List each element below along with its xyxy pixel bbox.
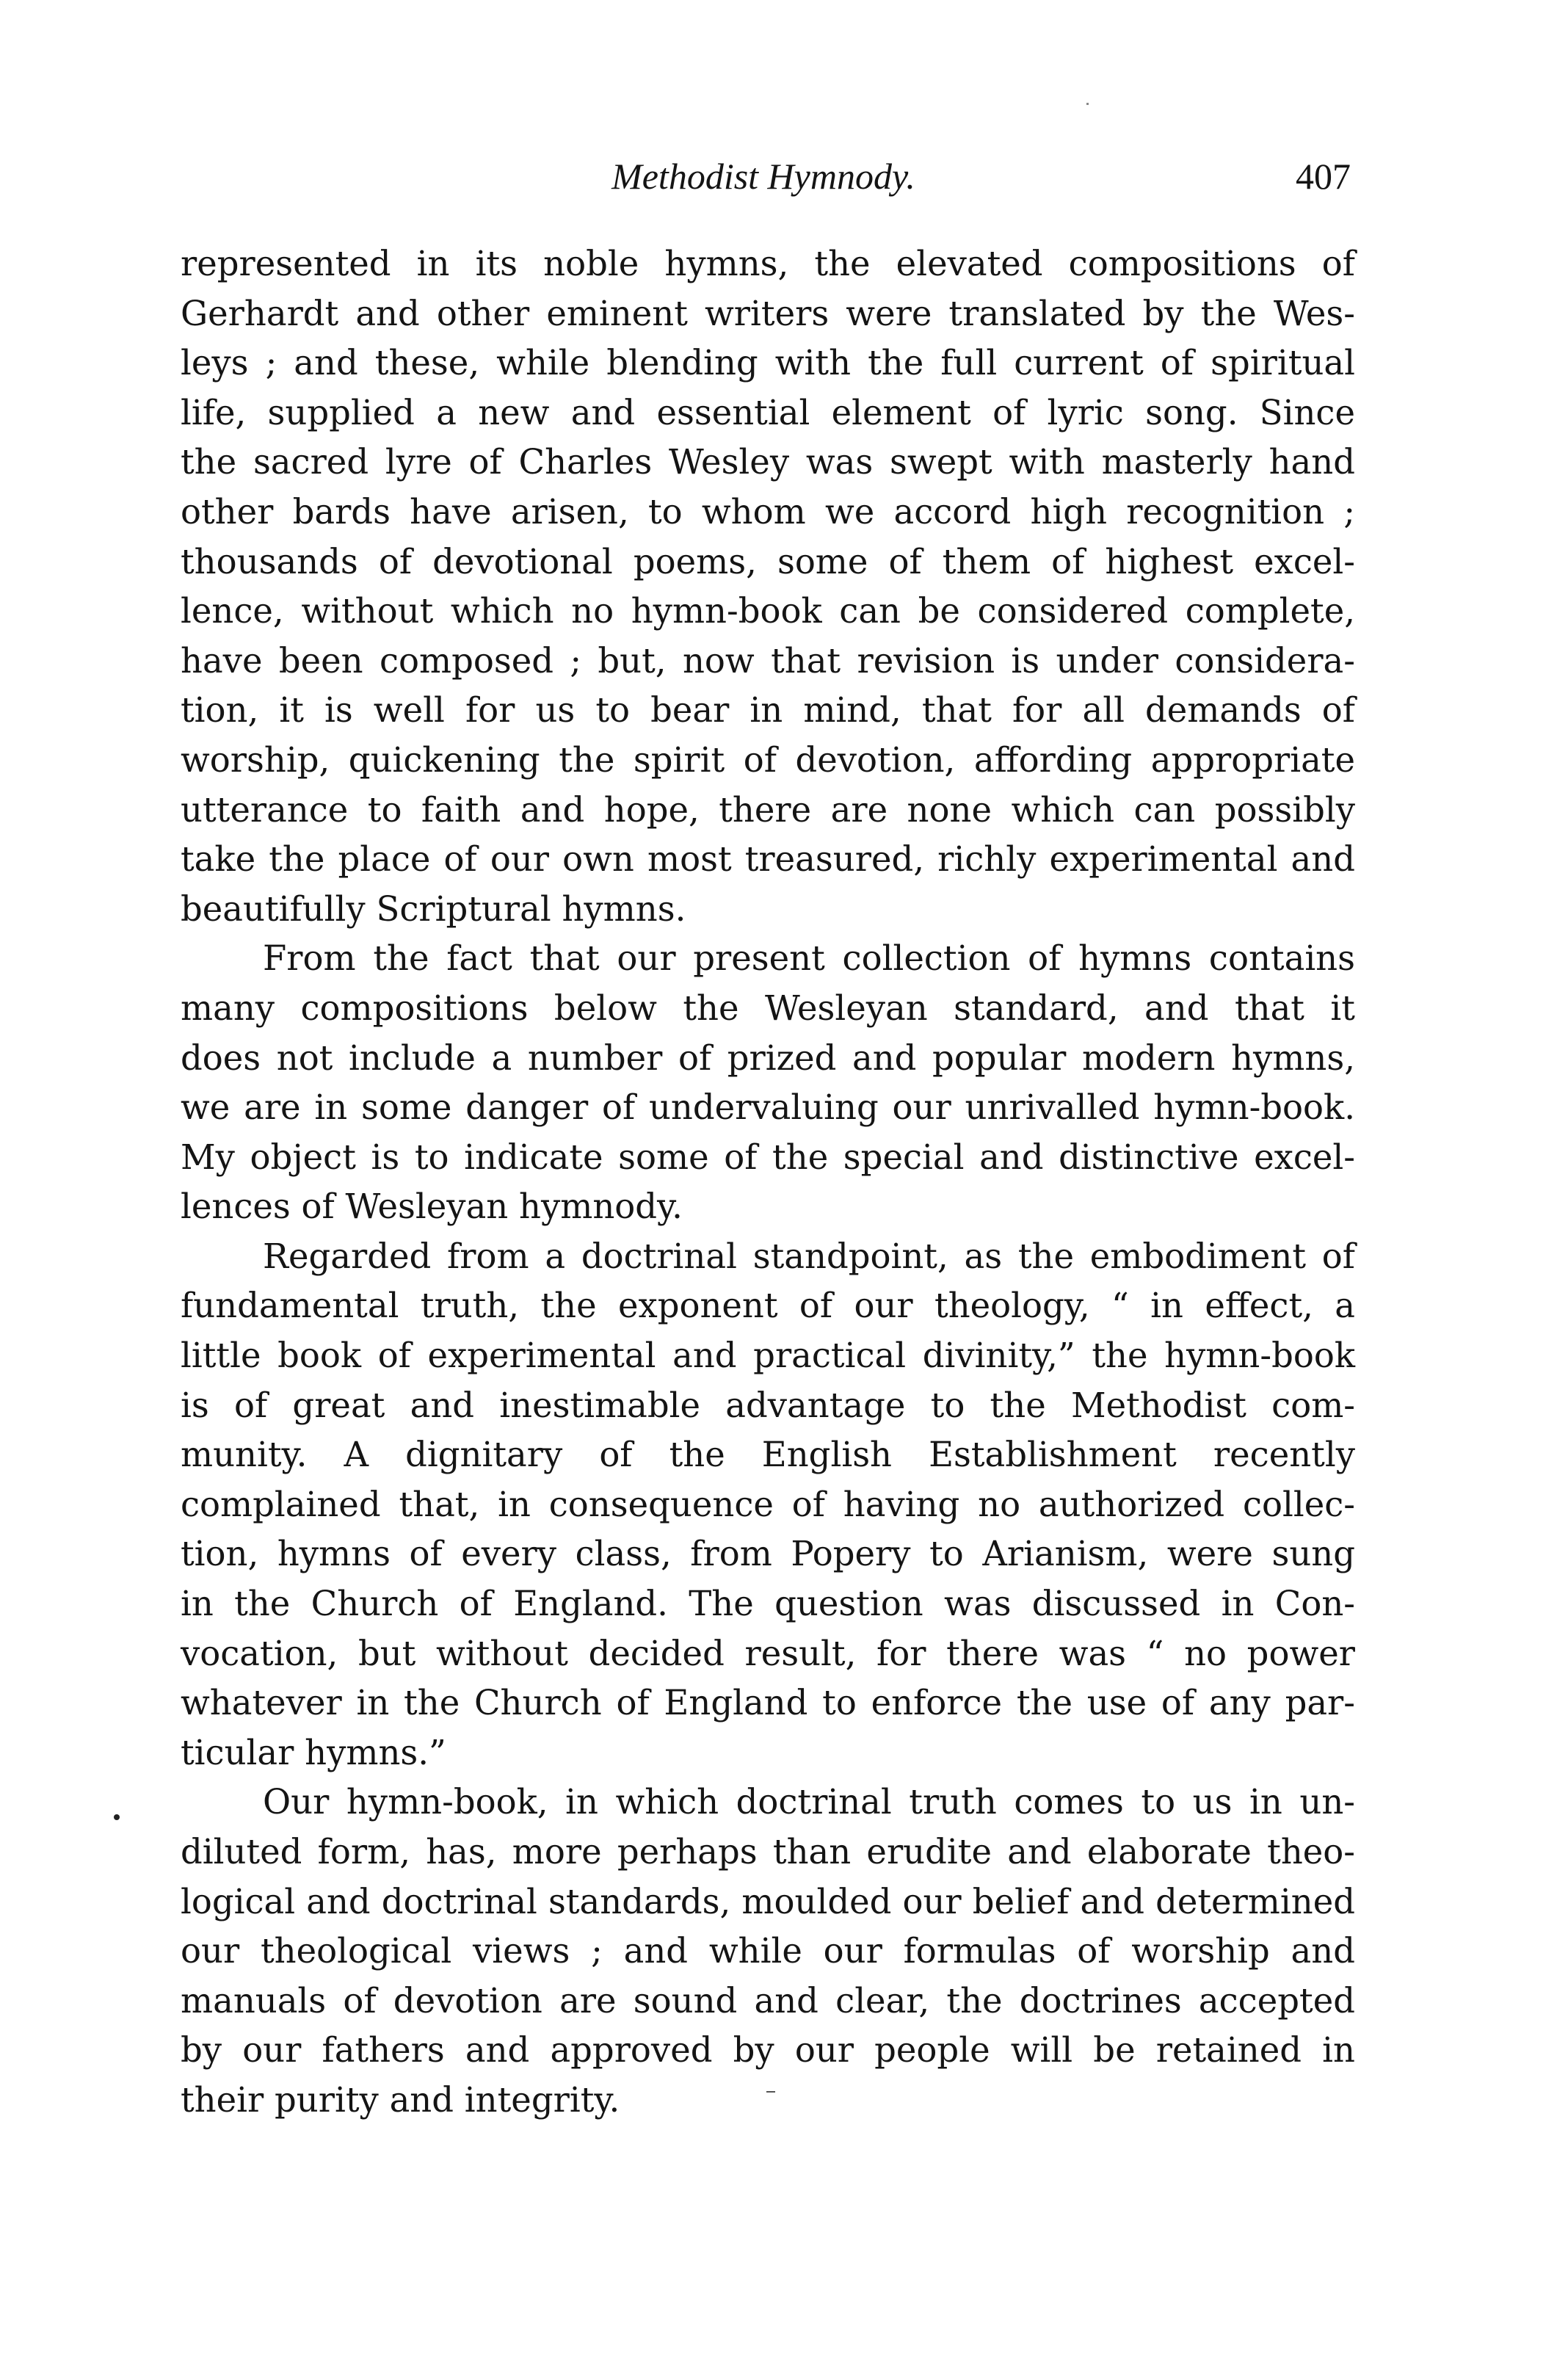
paragraph-3 [181,1232,1355,1778]
bottom-ink-mark [766,2091,775,2093]
text-line: tion, hymns of every class, from Popery to Arianism, were sung [181,1534,1355,1574]
text-line: life, supplied a new and essential element of lyric song. Since [181,392,1355,432]
text-line: have been composed ; but, now that revision is under considera- [181,640,1355,681]
text-line: other bards have arisen, to whom we accord high recognition ; [181,491,1355,532]
text-line: leys ; and these, while blending with the full current of spiritual [181,343,1355,383]
text-line: Our hymn-book, in which doctrinal truth comes to us in un- [263,1782,1355,1822]
text-line: utterance to faith and hope, there are none which can possibly [181,789,1355,830]
page-number: 407 [1296,156,1351,197]
text-line: little book of experimental and practical divinity,” the hymn-book [181,1336,1355,1376]
text-line: Regarded from a doctrinal standpoint, as the embodiment of [263,1236,1355,1276]
text-line: is of great and inestimable advantage to the Methodist com- [181,1385,1355,1425]
text-line: diluted form, has, more perhaps than erudite and elaborate theo- [181,1832,1355,1872]
text-line: My object is to indicate some of the special and distinctive excel- [181,1137,1355,1177]
text-line: in the Church of England. The question was discussed in Con- [181,1584,1355,1624]
text-line: tion, it is well for us to bear in mind, that for all demands of [181,690,1355,731]
text-line: whatever in the Church of England to enforce the use of any par- [181,1683,1355,1723]
paragraph-4 [181,1778,1355,2125]
text-line: beautifully Scriptural hymns. [181,888,686,929]
paragraph-1 [181,239,1355,934]
text-line: their purity and integrity. [181,2079,620,2120]
text-line: represented in its noble hymns, the elevated compositions of [181,244,1355,283]
text-line: vocation, but without decided result, for there was “ no power [181,1633,1355,1673]
text-line: ticular hymns.” [181,1732,446,1772]
margin-ink-dot [114,1814,120,1820]
text-line: many compositions below the Wesleyan standard, and that it [181,988,1355,1028]
text-line: we are in some danger of undervaluing our unrivalled hymn-book. [181,1087,1355,1128]
text-line: take the place of our own most treasured, richly experimental and [181,839,1355,880]
text-line: worship, quickening the spirit of devotion, affording appropriate [181,739,1355,780]
text-line: complained that, in consequence of having no authorized collec- [181,1484,1355,1524]
running-header [176,147,1351,206]
text-line: lences of Wesleyan hymnody. [181,1187,683,1227]
text-line: From the fact that our present collection of hymns contains [263,938,1355,979]
text-line: by our fathers and approved by our people will be retained in [181,2030,1355,2071]
text-line: Gerhardt and other eminent writers were translated by the Wes- [181,293,1355,333]
running-title: Methodist Hymnody. [611,156,915,197]
text-line: the sacred lyre of Charles Wesley was swept with masterly hand [181,442,1355,482]
text-line: thousands of devotional poems, some of them of highest excel- [181,541,1355,582]
text-line: our theological views ; and while our formulas of worship and [181,1931,1355,1971]
text-line: fundamental truth, the exponent of our theology, “ in effect, a [181,1286,1355,1326]
scan-speck [1086,103,1089,105]
text-line: logical and doctrinal standards, moulded our belief and determined [181,1881,1355,1921]
paragraph-2 [181,934,1355,1232]
text-line: lence, without which no hymn-book can be considered complete, [181,591,1355,631]
text-line: munity. A dignitary of the English Establishment recently [181,1435,1355,1475]
text-line: does not include a number of prized and popular modern hymns, [181,1037,1355,1078]
text-line: manuals of devotion are sound and clear, the doctrines accepted [181,1980,1355,2021]
body-text [181,239,1355,2126]
